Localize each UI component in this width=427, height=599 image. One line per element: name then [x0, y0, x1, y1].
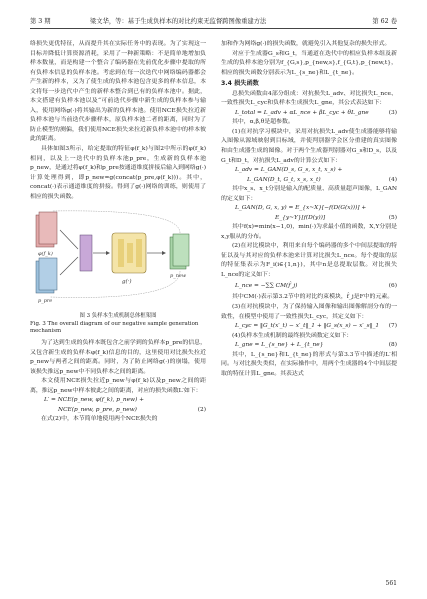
pnew-label: p_new	[170, 273, 187, 280]
equation-number: (2)	[197, 406, 206, 413]
equation-number: (3)	[388, 109, 397, 116]
paragraph: 加和作为网络g(·)的损失函数，就避免引入其他复杂的损失形式。	[221, 41, 391, 47]
issue-label: 第 3 期	[30, 18, 51, 25]
equation-2	[30, 396, 206, 415]
equation-5: L_GAN(D, G, x, y) = E_{x~X}[−f(D(G(x)))] + E_{y~Y}[f(D(y))] (5)	[221, 204, 397, 223]
equation-line: NCE(p_new, p_pre, p_new) (2)	[44, 406, 206, 416]
paragraph: (2)在对比模块中，利用来自每个编码器的多个中间层提取的特征以及与其对应的负样本池来计算对比损失L_nce。每个提取的层的特征集表示为F_i(i∈{1,n})，其中n是总提取层数。对比损失L_nce的定义如下：	[221, 243, 397, 278]
equation-3: L_total = L_adv + αL_nce + βL_cyc + θL_gne (3)	[221, 109, 397, 119]
paragraph: 具体如图3所示，给定提取的特征φ(f_k)与图2中所示的φ(f_k)相同，以及上一迭代中的负样本池p_pre，生成新的负样本池p_new，是通过将φ(f_k)和p_pre按通道维度拼接后输入到网络g(·)计算处理得到，即p_new=g(concat(p_pre,φ(f_k)))。其中，concat(·)表示通道维度的拼接。得到了g(·)网络的训练，则使用了相应的损失函数。	[30, 146, 206, 200]
paragraph: 为了达到生成的负样本既包含之前学到的负样本p_pre的信息，又包含新生成的负样本φ(f_k)信息的目的，这里使用对比损失拉近p_new与两者之间的距离。同时，为了防止网络g(·)的崩塌，使用该损失推远p_new中不同负样本之间的距离。	[30, 340, 206, 375]
paragraph: 其中x_s、x_t分别是输入的配质量、高质量超声图像，L_GAN的定义如下：	[221, 186, 397, 202]
equation-8: L_gne = L_{s_ne} + L_{t_ne} (8)	[221, 341, 397, 351]
phi-label: φ(f_k)	[38, 251, 53, 258]
left-column	[30, 40, 206, 425]
paragraph: (1)在对抗学习模块中，采用对抗损失L_adv使生成器能够将输入图像从源域映射到目标域，并使判别器学会区分重建的真实图像和由生成器生成的图像。对于两个生成器判别器对G_s和D_s，以及G_t和D_t，对抗损失L_adv的计算公式如下：	[221, 128, 397, 164]
equation-number: (8)	[388, 342, 397, 349]
figure-caption-en: Fig. 3 The overall diagram of our negative sample generation mechanism	[30, 320, 199, 335]
equation-number: (7)	[388, 323, 397, 330]
equation-number: (4)	[388, 176, 397, 183]
volume-label: 第 62 卷	[372, 18, 397, 25]
negative-sample-diagram	[30, 205, 206, 311]
figure-caption-zh: 图 3 负样本生成机制总体框架图	[79, 313, 157, 320]
equation-number: (5)	[388, 214, 397, 221]
running-header	[30, 16, 397, 29]
paragraph: 其中f(x)=min(x−1,0)，min(·)为求最小值的函数，X,Y分别是x,y服从的分布。	[221, 224, 397, 240]
paragraph: 对应于生成器G_s和G_t，当通道在迭代中的相应负样本组及新生成的负样本池分别为f_{G,s},p_{new,s},f_{G,t},p_{new,t}，相应的损失函数分别表示为L_{s_ne}和L_{t_ne}。	[221, 50, 397, 76]
paragraph: 其中，L_{s_ne}和L_{t_ne}的形式与第3.3节中描述的L′相同。与对比损失类似，在实际操作中，用两个生成器的4个中间层提取的特征计算L_gne。其表达式	[221, 351, 397, 377]
figure-3	[30, 205, 206, 311]
equation-line: L′ = NCE(p_new, φ(f_k), p_new) +	[44, 397, 144, 404]
paragraph: 络损失更优特征，从而提升其在实际任务中的表现。为了实现这一目标并降低计算资源消耗，采用了一种新策略：不是简单地增加负样本数量，而是构建一个整合了编码器在先前优化步骤中提取的所有负样本信息的负样本池。考虑到在每一次迭代中网络编码器都会产生新的样本，又为了使生成的负样本池包含更多的样本信息，本文将每一步迭代中产生的新样本整合到已有的负样本池中。据此，本文搭建有负样本池以及“可前迭代步骤中新生成的负样本参与输入，使用网络g(·)将其输出为新的负样本池。使用NCE损失拉近新负样本池与当前迭代步骤样本，原负样本池二者的距离，同时为了防止模型的测偏，我们使用NCE损失来拉近新负样本池中的样本彼此的距离。	[30, 41, 206, 143]
paper-title-header: 梁文华，等：基于生成负样本的对比约束无监督跨图像重建方法	[90, 18, 267, 25]
right-column	[221, 40, 397, 379]
equation-6: L_nce = −∑∑ CM(f̂_j) (6)	[221, 280, 397, 293]
concat-block	[80, 235, 92, 271]
paragraph: (4)负样本生成机制的最终损失函数定义如下：	[232, 332, 353, 339]
paragraph: 其中CM(·)表示第3.2节中的对比约束模块，f̂_j是F中的元素。	[232, 294, 394, 301]
g-label: g(·)	[122, 279, 132, 286]
paragraph: 其中，α,β,θ是超参数。	[232, 119, 294, 126]
paragraph: 在式(2)中，本节简单地使用两个NCE损失的	[41, 416, 158, 423]
paragraph: 本文使用NCE损失拉近p_new与φ(f_k)以及p_new之间的距离，推远p_new中样本彼此之间的距离，对应的损失函数L′如下：	[30, 378, 206, 394]
equation-number: (6)	[388, 283, 397, 290]
paragraph: 总损失函数由4部分组成：对抗损失L_adv、对比损失L_nce、一致性损失L_cyc和负样本生成损失L_gne，其公式表达如下：	[221, 90, 397, 107]
equation-7: L_cyc = ‖G_t(x′_t) − x′_t‖_1 + ‖G_s(x_s) − x′_s‖_1 (7)	[221, 322, 397, 332]
page-number: 561	[385, 580, 397, 587]
paragraph: (3)在对抗模块中，为了保持输入图像和输出图像解剖分布的一致性，在模型中使用了一致性损失L_cyc，其定义如下：	[221, 303, 397, 320]
equation-4: L_adv = L_GAN(D_s, G_s, x_t, x_s) + L_GAN(D_t, G_t, x_s, x_t) (4)	[221, 166, 397, 185]
section-heading: 3.4 损失函数	[221, 80, 259, 88]
ppre-label: p_pre	[38, 298, 53, 305]
